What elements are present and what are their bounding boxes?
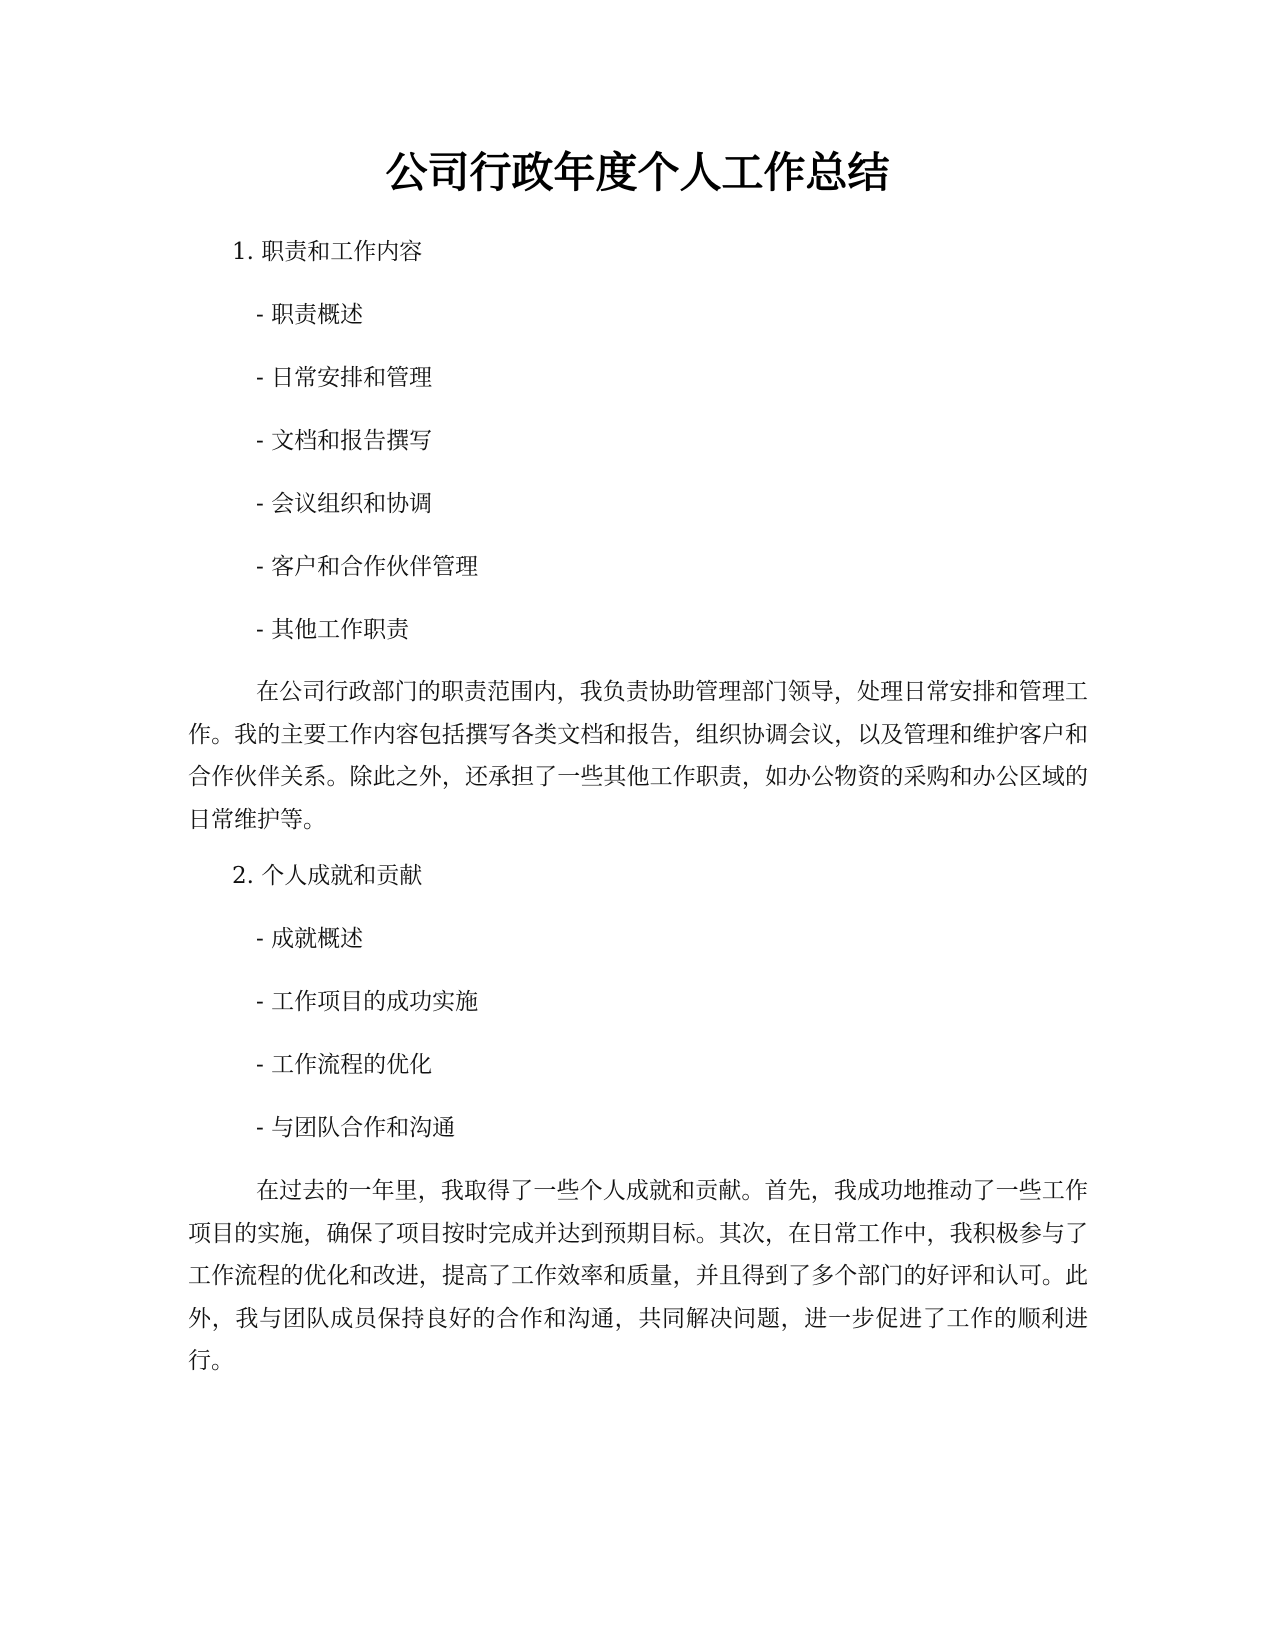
- document-title: 公司行政年度个人工作总结: [385, 148, 890, 197]
- bullet-item: - 其他工作职责: [256, 617, 410, 643]
- bullet-item: - 与团队合作和沟通: [256, 1115, 456, 1141]
- bullet-item: - 客户和合作伙伴管理: [256, 554, 479, 580]
- bullet-item: - 日常安排和管理: [256, 365, 433, 391]
- bullet-item: - 会议组织和协调: [256, 491, 433, 517]
- bullet-item: - 成就概述: [256, 926, 364, 952]
- body-paragraph-1: 在公司行政部门的职责范围内，我负责协助管理部门领导，处理日常安排和管理工作。我的主要工作内容包括撰写各类文档和报告，组织协调会议，以及管理和维护客户和合作伙伴关系。除此之外，还承担了一些其他工作职责，如办公物资的采购和办公区域的日常维护等。: [188, 679, 1088, 833]
- body-paragraph-2: 在过去的一年里，我取得了一些个人成就和贡献。首先，我成功地推动了一些工作项目的实施，确保了项目按时完成并达到预期目标。其次，在日常工作中，我积极参与了工作流程的优化和改进，提高了工作效率和质量，并且得到了多个部门的好评和认可。此外，我与团队成员保持良好的合作和沟通，共同解决问题，进一步促进了工作的顺利进行。: [188, 1178, 1088, 1374]
- bullet-item: - 职责概述: [256, 302, 364, 328]
- bullet-item: - 工作项目的成功实施: [256, 989, 479, 1015]
- bullet-item: - 工作流程的优化: [256, 1052, 433, 1078]
- section-heading-1: 1. 职责和工作内容: [232, 239, 423, 265]
- bullet-item: - 文档和报告撰写: [256, 428, 433, 454]
- section-heading-2: 2. 个人成就和贡献: [232, 863, 423, 889]
